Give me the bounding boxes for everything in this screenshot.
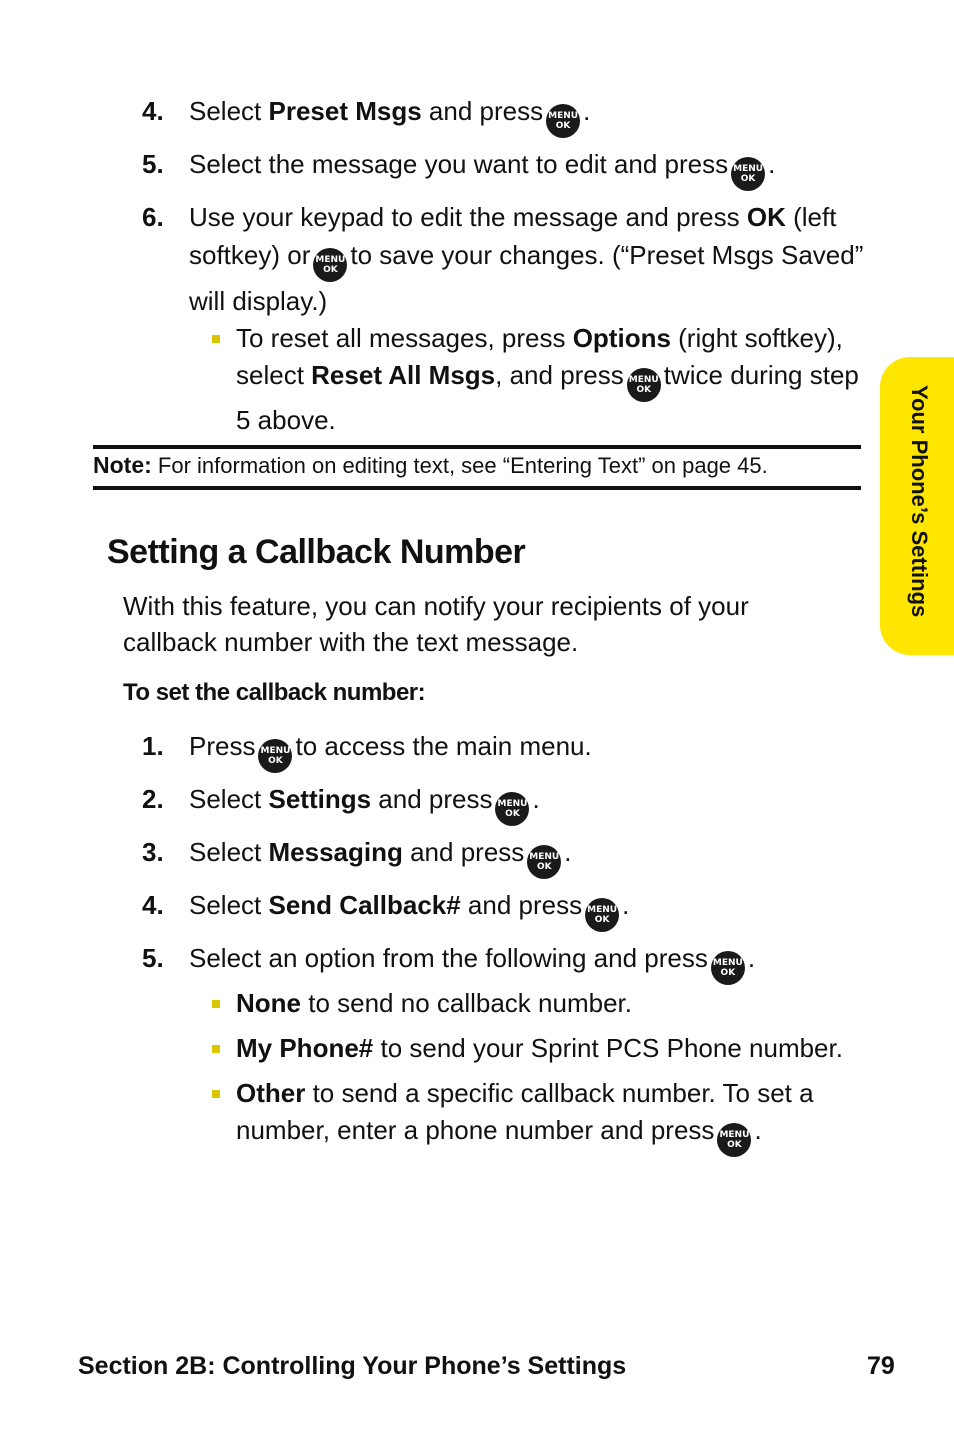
menu-ok-key-icon: MENU OK [731,157,765,191]
section-subhead: To set the callback number: [123,679,426,706]
bullet-square-icon [212,1090,220,1098]
bullet-square-icon [212,1000,220,1008]
step-number: 1. [142,731,164,761]
note-label: Note: [93,452,152,478]
step-text: Select an option from the following and press MENU OK . [189,939,869,985]
note-bottom-rule [93,486,861,490]
menu-ok-key-icon: MENU OK [627,368,661,402]
section-title: Setting a Callback Number [107,533,526,571]
step-number: 6. [142,202,164,232]
step-number: 5. [142,149,164,179]
menu-ok-key-icon: MENU OK [711,951,745,985]
bullet-text: My Phone# to send your Sprint PCS Phone number. [236,1033,843,1063]
step-number: 4. [142,96,164,126]
menu-ok-key-icon: MENU OK [585,898,619,932]
note-text: For information on editing text, see “Entering Text” on page 45. [157,453,768,478]
step-number: 3. [142,837,164,867]
step-number: 2. [142,784,164,814]
note-top-rule [93,445,861,449]
step-text: Use your keypad to edit the message and press OK (left softkey) or MENU OK to save your changes. (“Preset Msgs Saved” will display.) [189,202,864,316]
bullet-square-icon [212,335,220,343]
menu-ok-key-icon: MENU OK [717,1123,751,1157]
bullet-text: None to send no callback number. [236,988,632,1018]
bullet-square-icon [212,1045,220,1053]
bullet-text: Other to send a specific callback number. To set a number, enter a phone number and press MENU OK . [236,1075,836,1157]
step-text: Press MENU OK to access the main menu. [189,727,869,773]
step-text: Select Settings and press MENU OK . [189,780,869,826]
step-text: Select the message you want to edit and press MENU OK . [189,145,869,191]
menu-ok-key-icon: MENU OK [313,248,347,282]
step-text: Select Send Callback# and press MENU OK . [189,886,869,932]
chapter-tab-label: Your Phone’s Settings [907,385,932,618]
menu-ok-key-icon: MENU OK [527,845,561,879]
step-text: Select Preset Msgs and press MENU OK . [189,92,869,138]
section-intro: With this feature, you can notify your recipients of your callback number with the text message. [123,591,749,657]
footer-section: Section 2B: Controlling Your Phone’s Settings [78,1352,627,1380]
bullet-text: To reset all messages, press Options (right softkey), select Reset All Msgs, and press MENU OK twice during step 5 above. [236,323,859,435]
step-number: 4. [142,890,164,920]
page-number: 79 [867,1352,895,1380]
menu-ok-key-icon: MENU OK [546,104,580,138]
step-number: 5. [142,943,164,973]
menu-ok-key-icon: MENU OK [258,739,292,773]
menu-ok-key-icon: MENU OK [495,792,529,826]
note [93,450,861,481]
step-text: Select Messaging and press MENU OK . [189,833,869,879]
